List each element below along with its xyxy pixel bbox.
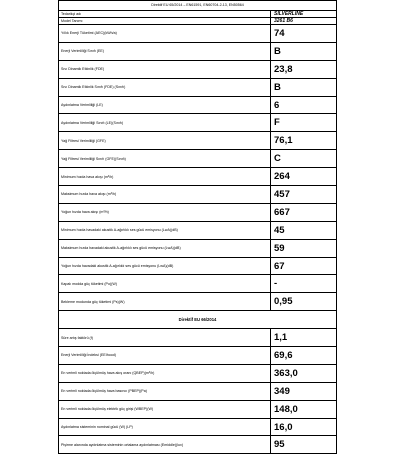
table-row	[59, 329, 337, 347]
table-row	[59, 186, 337, 204]
table-row	[59, 114, 337, 132]
row-value: 349	[271, 382, 337, 400]
datasheet-table	[58, 10, 337, 454]
row-value: 59	[271, 239, 337, 257]
table-row	[59, 168, 337, 186]
row-label: Enerji Verimliliği İndeksi (EEIhood)	[59, 347, 271, 365]
row-label: En verimli noktada ölçülmüş elektrik güç girişi (WBEP)(W)	[59, 400, 271, 418]
table-row	[59, 150, 337, 168]
supplier-label: Tedarikçi adı	[59, 11, 271, 18]
row-value: 0,95	[271, 293, 337, 311]
row-label: En verimli noktada ölçülmüş hava basıncı (PBEP)(Pa)	[59, 382, 271, 400]
section-title: Direktif EU 66/2014	[59, 311, 337, 329]
table-row	[59, 25, 337, 43]
row-value: 74	[271, 25, 337, 43]
row-label: Yağ Filtresi Verimliliği (GFE)	[59, 132, 271, 150]
directive-header: Direktif EU 65/2014 – EN61591, EN60704-2-13, EN50564	[58, 0, 337, 10]
table-row	[59, 257, 337, 275]
supplier-row	[59, 11, 337, 18]
row-value: 23,8	[271, 60, 337, 78]
row-value: 667	[271, 203, 337, 221]
row-value: 6	[271, 96, 337, 114]
row-label: Aydınlatma sisteminin nominal gücü (W) (LP)	[59, 418, 271, 436]
row-value: C	[271, 150, 337, 168]
row-value: 363,0	[271, 364, 337, 382]
table-row	[59, 60, 337, 78]
row-label: Kapalı modda güç tüketimi (Po)(W)	[59, 275, 271, 293]
row-label: Yağ Filtresi Verimliliği Sınıfı (GFE)(Sınıfı)	[59, 150, 271, 168]
row-label: Bekleme modunda güç tüketimi (Ps)(W)	[59, 293, 271, 311]
model-label: Model Tanımı	[59, 18, 271, 25]
table-row	[59, 293, 337, 311]
row-label: Aydınlatma Verimliliği Sınıfı (LE)(Sınıfı)	[59, 114, 271, 132]
table-row	[59, 239, 337, 257]
row-value: 1,1	[271, 329, 337, 347]
energy-datasheet	[58, 0, 337, 454]
model-value: 3261 B6	[271, 18, 337, 25]
row-label: Maksimum hızda hava akışı (m³/h)	[59, 186, 271, 204]
table-row	[59, 382, 337, 400]
table-row	[59, 203, 337, 221]
row-label: Minimum hızda havadaki akustik A-ağırlıklı ses gücü emisyonu (LwA)(dB)	[59, 221, 271, 239]
row-label: Yoğun hızda havadaki akustik A-ağırlıklı ses gücü emisyonu (LwA)(dB)	[59, 257, 271, 275]
row-value: 264	[271, 168, 337, 186]
row-value: 95	[271, 436, 337, 454]
row-value: 67	[271, 257, 337, 275]
row-label: Yıllık Enerji Tüketimi (AEC)(kWh/a)	[59, 25, 271, 43]
row-value: 76,1	[271, 132, 337, 150]
table-row	[59, 42, 337, 60]
row-value: 148,0	[271, 400, 337, 418]
row-label: Minimum hızda hava akışı (m³/h)	[59, 168, 271, 186]
table-row	[59, 364, 337, 382]
row-value: B	[271, 78, 337, 96]
row-value: F	[271, 114, 337, 132]
model-row	[59, 18, 337, 25]
table-row	[59, 347, 337, 365]
row-label: Aydınlatma Verimliliği (LE)	[59, 96, 271, 114]
table-row	[59, 132, 337, 150]
row-label: Enerji Verimliliği Sınıfı (EE)	[59, 42, 271, 60]
table-row	[59, 221, 337, 239]
row-value: 45	[271, 221, 337, 239]
row-label: Sıvı Dinamik Etkinlik (FDE)	[59, 60, 271, 78]
row-value: 69,6	[271, 347, 337, 365]
table-row	[59, 436, 337, 454]
row-value: B	[271, 42, 337, 60]
row-value: -	[271, 275, 337, 293]
row-label: Süre artış faktörü (f)	[59, 329, 271, 347]
row-label: Yoğun hızda hava akışı (m³/h)	[59, 203, 271, 221]
row-label: En verimli noktada ölçülmüş hava akış oranı (QBEP)(m³/h)	[59, 364, 271, 382]
table-row	[59, 400, 337, 418]
section-row	[59, 311, 337, 329]
table-row	[59, 275, 337, 293]
row-label: Pişirme alanında aydınlatma sisteminin ortalama aydınlatması (Emiddle)(lux)	[59, 436, 271, 454]
table-row	[59, 78, 337, 96]
row-label: Sıvı Dinamik Etkinlik Sınıfı (FDE) (Sınıfı)	[59, 78, 271, 96]
row-value: 457	[271, 186, 337, 204]
table-row	[59, 418, 337, 436]
supplier-value: SILVERLINE	[271, 11, 337, 18]
row-label: Maksimum hızda havadaki akustik A-ağırlıklı ses gücü emisyonu (LwA)(dB)	[59, 239, 271, 257]
row-value: 16,0	[271, 418, 337, 436]
table-row	[59, 96, 337, 114]
